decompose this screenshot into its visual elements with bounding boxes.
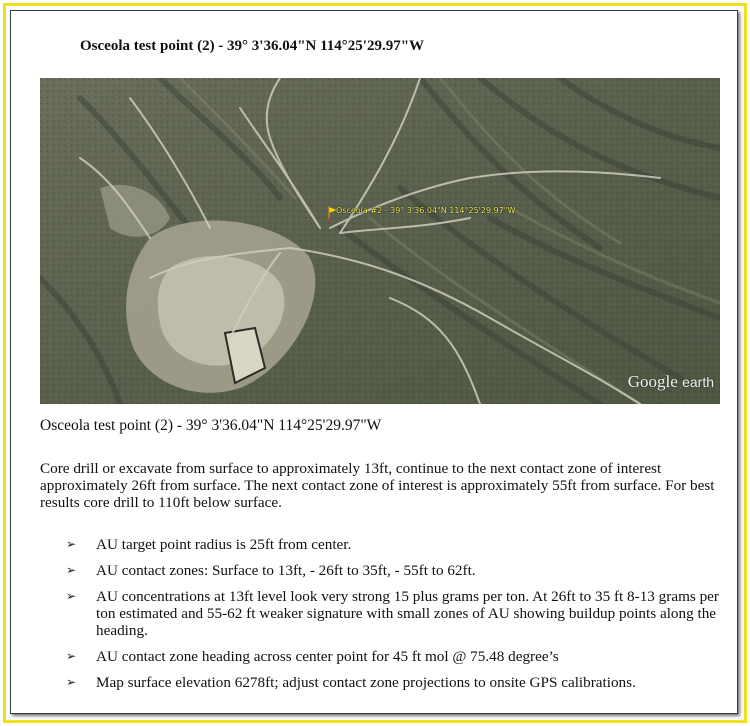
google-earth-watermark <box>628 372 714 392</box>
list-item-text: AU contact zones: Surface to 13ft, - 26ft to 35ft, - 55ft to 62ft. <box>96 562 476 579</box>
list-item-text: AU target point radius is 25ft from center. <box>96 536 352 553</box>
list-item-text: AU concentrations at 13ft level look very strong 15 plus grams per ton. At 26ft to 35 ft 8-13 grams per ton estimated and 55-62 ft weaker signature with small zones of AU showing buildup points along the heading. <box>96 588 719 639</box>
list-item <box>66 562 726 579</box>
terrain-graphic <box>40 78 720 404</box>
list-item <box>66 648 726 665</box>
arrowhead-bullet-icon: ➢ <box>66 537 77 551</box>
arrowhead-bullet-icon: ➢ <box>66 649 77 663</box>
list-item <box>66 536 726 553</box>
arrowhead-bullet-icon: ➢ <box>66 589 77 603</box>
satellite-image <box>40 78 720 404</box>
list-item-text: AU contact zone heading across center point for 45 ft mol @ 75.48 degree’s <box>96 648 559 665</box>
image-caption: Osceola test point (2) - 39° 3'36.04"N 114°25'29.97"W <box>40 417 382 434</box>
document-page <box>3 3 747 723</box>
findings-list <box>66 536 726 700</box>
watermark-brand: Google <box>627 372 678 391</box>
list-item-text: Map surface elevation 6278ft; adjust contact zone projections to onsite GPS calibrations. <box>96 674 636 691</box>
arrowhead-bullet-icon: ➢ <box>66 563 77 577</box>
placemark-label: Osceola #2 - 39° 3'36.04"N 114°25'29.97"W <box>336 206 516 215</box>
watermark-product: earth <box>682 374 714 390</box>
list-item <box>66 588 726 639</box>
instructions-paragraph: Core drill or excavate from surface to approximately 13ft, continue to the next contact zone of interest approximately 26ft from surface. The next contact zone of interest is approximately 55ft from surface. For best results core drill to 110ft below surface. <box>40 460 715 511</box>
list-item <box>66 674 726 691</box>
page-heading: Osceola test point (2) - 39° 3'36.04"N 114°25'29.97"W <box>80 38 425 54</box>
arrowhead-bullet-icon: ➢ <box>66 675 77 689</box>
